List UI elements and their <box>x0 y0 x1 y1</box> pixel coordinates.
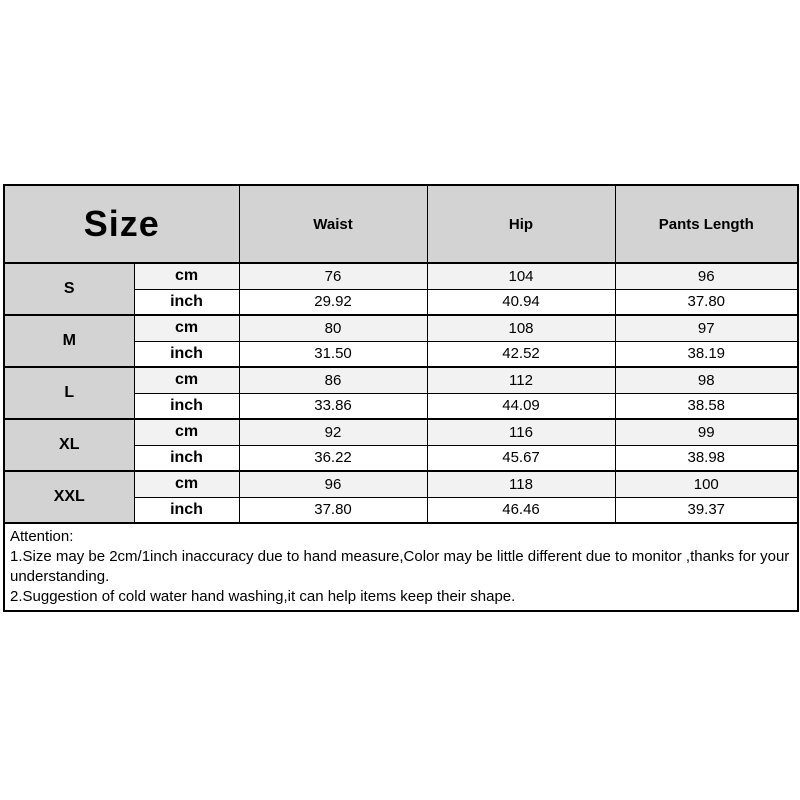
value-cell: 86 <box>239 367 427 393</box>
unit-cell-cm: cm <box>134 419 239 445</box>
value-cell: 98 <box>615 367 798 393</box>
value-cell: 104 <box>427 263 615 289</box>
value-cell: 97 <box>615 315 798 341</box>
value-cell: 76 <box>239 263 427 289</box>
attention-line: 2.Suggestion of cold water hand washing,it can help items keep their shape. <box>10 588 516 605</box>
value-cell: 99 <box>615 419 798 445</box>
size-label-l: L <box>4 367 134 419</box>
size-label-xxl: XXL <box>4 471 134 523</box>
table-row <box>4 471 798 497</box>
value-cell: 45.67 <box>427 445 615 471</box>
unit-cell-cm: cm <box>134 263 239 289</box>
value-cell: 118 <box>427 471 615 497</box>
table-row <box>4 315 798 341</box>
value-cell: 96 <box>615 263 798 289</box>
value-cell: 112 <box>427 367 615 393</box>
value-cell: 36.22 <box>239 445 427 471</box>
unit-cell-cm: cm <box>134 471 239 497</box>
unit-cell-inch: inch <box>134 289 239 315</box>
value-cell: 100 <box>615 471 798 497</box>
attention-row <box>4 523 798 611</box>
value-cell: 38.98 <box>615 445 798 471</box>
unit-cell-cm: cm <box>134 315 239 341</box>
value-cell: 39.37 <box>615 497 798 523</box>
value-cell: 108 <box>427 315 615 341</box>
value-cell: 116 <box>427 419 615 445</box>
value-cell: 33.86 <box>239 393 427 419</box>
unit-cell-inch: inch <box>134 393 239 419</box>
size-column-header: Size <box>4 185 239 263</box>
value-cell: 38.58 <box>615 393 798 419</box>
value-cell: 42.52 <box>427 341 615 367</box>
value-cell: 37.80 <box>239 497 427 523</box>
pants-length-column-header: Pants Length <box>615 185 798 263</box>
size-label-s: S <box>4 263 134 315</box>
value-cell: 46.46 <box>427 497 615 523</box>
unit-cell-cm: cm <box>134 367 239 393</box>
table-row <box>4 263 798 289</box>
unit-cell-inch: inch <box>134 341 239 367</box>
table-row <box>4 419 798 445</box>
attention-note <box>4 523 798 611</box>
table-row <box>4 367 798 393</box>
attention-line: 1.Size may be 2cm/1inch inaccuracy due to hand measure,Color may be little different due to monitor ,thanks for your understanding. <box>10 548 790 585</box>
value-cell: 40.94 <box>427 289 615 315</box>
attention-title: Attention: <box>10 528 74 545</box>
value-cell: 80 <box>239 315 427 341</box>
hip-column-header: Hip <box>427 185 615 263</box>
value-cell: 44.09 <box>427 393 615 419</box>
value-cell: 29.92 <box>239 289 427 315</box>
value-cell: 96 <box>239 471 427 497</box>
size-chart-table <box>3 184 799 612</box>
unit-cell-inch: inch <box>134 497 239 523</box>
size-label-xl: XL <box>4 419 134 471</box>
size-chart <box>3 184 797 612</box>
value-cell: 38.19 <box>615 341 798 367</box>
size-label-m: M <box>4 315 134 367</box>
value-cell: 37.80 <box>615 289 798 315</box>
value-cell: 31.50 <box>239 341 427 367</box>
table-header-row <box>4 185 798 263</box>
unit-cell-inch: inch <box>134 445 239 471</box>
waist-column-header: Waist <box>239 185 427 263</box>
value-cell: 92 <box>239 419 427 445</box>
